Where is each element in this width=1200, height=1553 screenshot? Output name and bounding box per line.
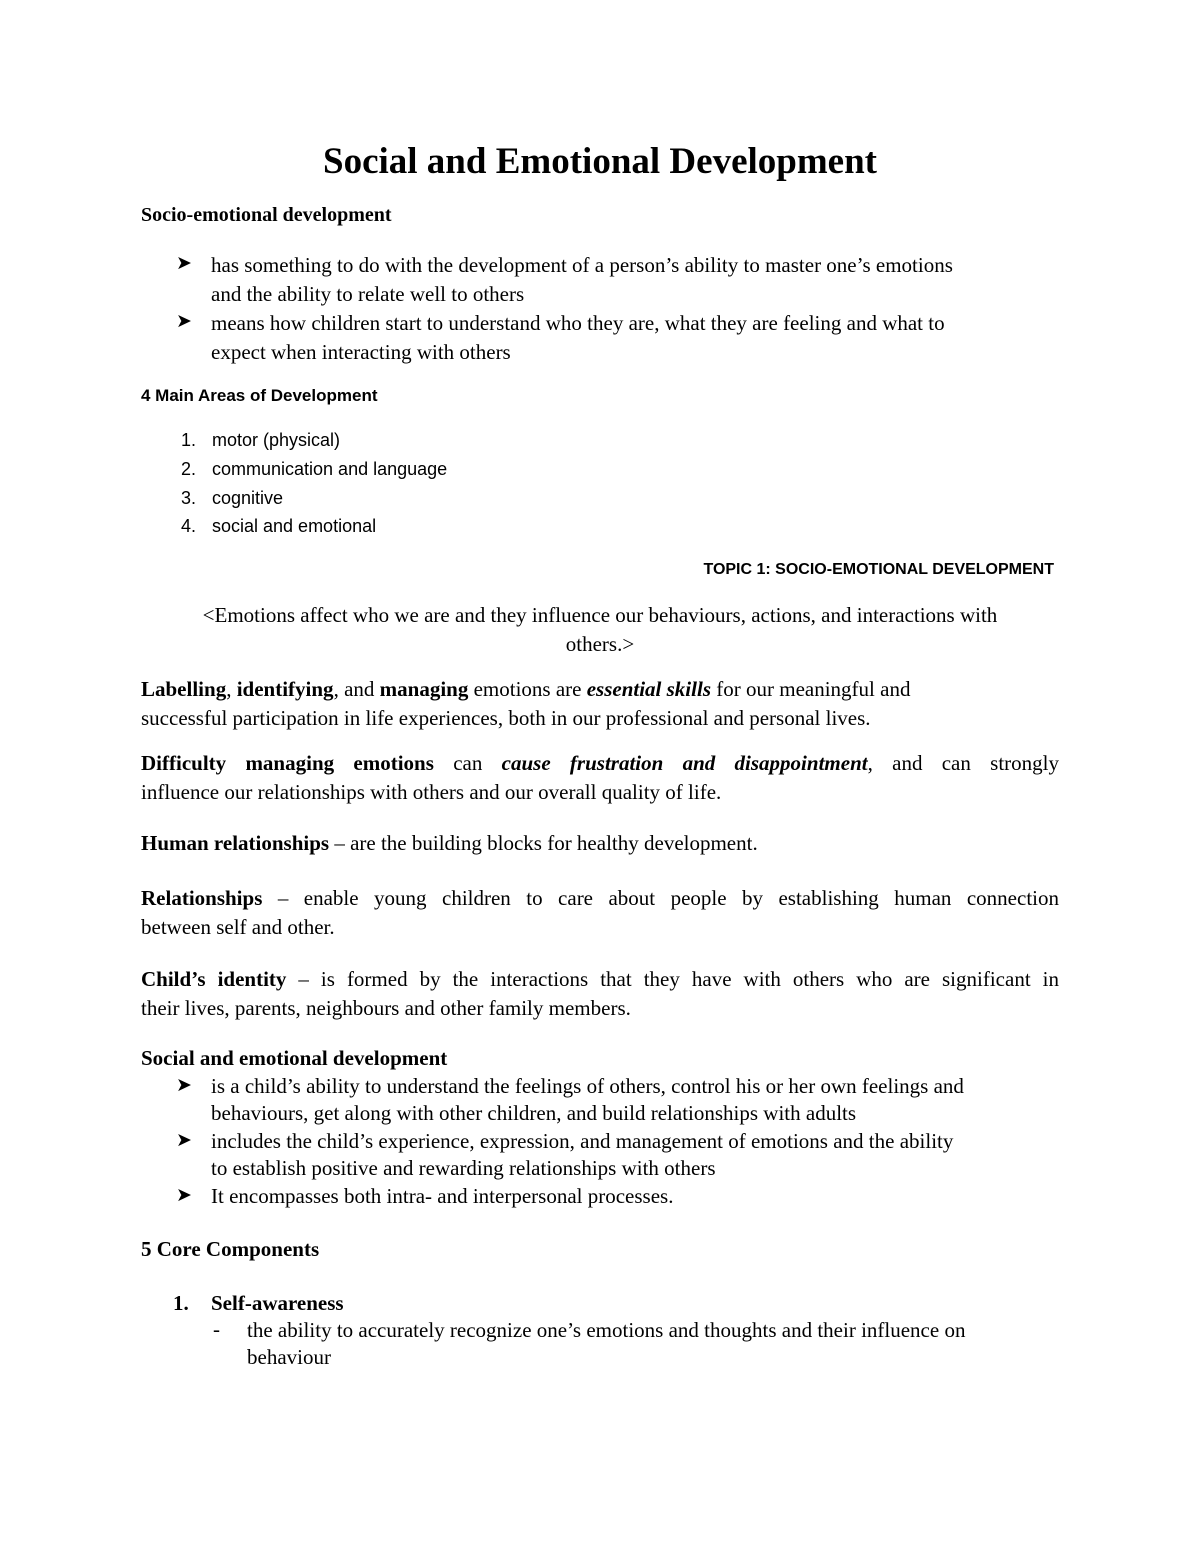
topic-heading: TOPIC 1: SOCIO-EMOTIONAL DEVELOPMENT <box>703 561 1054 578</box>
quote <box>141 601 1059 659</box>
bullet-line: and the ability to relate well to others <box>211 282 525 306</box>
paragraph-labelling: Labelling, identifying, and managing emotions are essential skills for our meaningful and successful participation in life experiences, both in our professional and personal lives. <box>141 677 911 730</box>
quote-line: <Emotions affect who we are and they influence our behaviours, actions, and interactions with <box>202 603 998 627</box>
core-item-description: the ability to accurately recognize one’s emotions and thoughts and their influence on behaviour <box>247 1318 966 1369</box>
list-number: 3. <box>180 488 196 508</box>
paragraph-difficulty: Difficulty managing emotions can cause frustration and disappointment, and can strongly influence our relationships with others and our overall quality of life. <box>141 751 1059 804</box>
arrow-bullet-icon: ➤ <box>176 311 192 332</box>
list-number: 2. <box>180 459 196 479</box>
bullet-line: is a child’s ability to understand the feelings of others, control his or her own feelings and <box>211 1074 964 1098</box>
list-number: 1. <box>173 1291 189 1315</box>
list-item <box>211 251 953 309</box>
arrow-bullet-icon: ➤ <box>176 1130 192 1151</box>
bullet-line: behaviours, get along with other children, and build relationships with adults <box>211 1101 857 1125</box>
bullet-line: expect when interacting with others <box>211 340 511 364</box>
arrow-bullet-icon: ➤ <box>176 1185 192 1206</box>
section-heading-socio: Socio-emotional development <box>141 204 392 226</box>
list-item <box>211 1073 964 1127</box>
arrow-bullet-icon: ➤ <box>176 253 192 274</box>
core-item-title: Self-awareness <box>211 1291 344 1315</box>
bullet-line: includes the child’s experience, expression, and management of emotions and the ability <box>211 1129 954 1153</box>
bullet-line: means how children start to understand who they are, what they are feeling and what to <box>211 311 945 335</box>
section-heading-core: 5 Core Components <box>141 1237 320 1261</box>
dash-bullet: - <box>213 1317 220 1341</box>
paragraph-relationships: Relationships – enable young children to care about people by establishing human connection between self and other. <box>141 886 1059 939</box>
arrow-bullet-icon: ➤ <box>176 1075 192 1096</box>
section-heading-sed: Social and emotional development <box>141 1046 448 1070</box>
list-number: 1. <box>180 430 196 450</box>
quote-line: others.> <box>565 632 635 656</box>
bullet-line: to establish positive and rewarding relationships with others <box>211 1156 716 1180</box>
list-item: social and emotional <box>212 516 377 536</box>
list-item <box>211 1183 673 1210</box>
page-title: Social and Emotional Development <box>323 141 877 182</box>
bullet-line: It encompasses both intra- and interpersonal processes. <box>211 1184 674 1208</box>
list-item: motor (physical) <box>212 430 341 450</box>
paragraph-childs-identity: Child’s identity – is formed by the interactions that they have with others who are significant in their lives, parents, neighbours and other family members. <box>141 967 1059 1020</box>
bullet-line: has something to do with the development of a person’s ability to master one’s emotions <box>211 253 953 277</box>
list-number: 4. <box>180 516 196 536</box>
paragraph-human-relationships: Human relationships – are the building blocks for healthy development. <box>141 831 758 855</box>
list-item: communication and language <box>212 459 448 479</box>
list-item: cognitive <box>212 488 284 508</box>
list-item <box>211 1128 953 1182</box>
section-heading-areas: 4 Main Areas of Development <box>141 386 378 405</box>
list-item <box>211 309 945 367</box>
